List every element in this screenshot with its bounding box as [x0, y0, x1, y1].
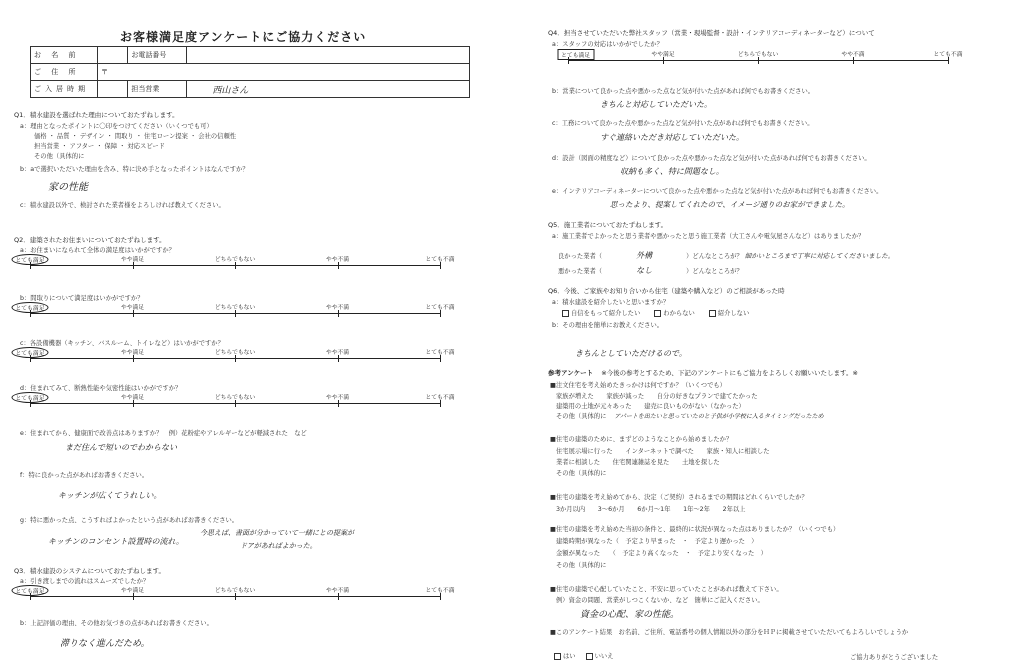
checkbox[interactable]: [654, 310, 661, 317]
scale-option[interactable]: どちらでもない: [214, 395, 256, 401]
q1-title: Q1．積水建設を選ばれた理由についておたずねします。: [14, 111, 179, 119]
ref-thanks: ご協力ありがとうございました: [850, 654, 939, 661]
q1b-answer: 家の性能: [48, 182, 88, 193]
q2a-scale[interactable]: [15, 254, 455, 268]
ref-header: [548, 368, 858, 377]
ref-q1-other-row: [556, 411, 824, 420]
q4a-text: a：スタッフの対応はいかがでしたか？: [552, 41, 663, 48]
q4e-answer: 思ったより、提案してくれたので、イメージ通りのお家ができました。: [610, 200, 850, 209]
q4b-text: b：営業について良かった点や悪かった点など気が付いた点があれば何でもお書きください。: [552, 88, 815, 95]
scale-option[interactable]: やや不満: [325, 305, 350, 311]
ref-q1-opts-2: 建築用の土地が元々あった 建売に良いものがない（なかった）: [556, 403, 745, 410]
q6a-options: [562, 308, 749, 317]
scale-option[interactable]: とても不満: [425, 257, 455, 263]
q2e-answer: まだ住んで短いのでわからない: [65, 443, 177, 452]
ref-q1-opts-3: その他（具体的に: [556, 413, 607, 420]
q2d-text: d：住まれてみて、断熱性能や気密性能はいかがですか？: [20, 385, 182, 392]
q2a-text: a：お住まいになられて全体の満足度はいかがですか？: [20, 247, 175, 254]
checkbox[interactable]: [586, 653, 593, 660]
ref-q4-opt1: 建築時期が異なった（ 予定より早まった ・ 予定より遅かった ）: [556, 538, 758, 545]
q2e-text: e：住まれてから、健康面で改善点はありますか？ 例）花粉症やアレルギーなどが軽減された など: [20, 430, 307, 437]
ref-q3: ■住宅の建築を考え始めてから、決定（ご契約）されるまでの期間はどれくらいでしたか？: [550, 494, 808, 501]
scale-option[interactable]: やや満足: [120, 257, 145, 263]
scale-option[interactable]: やや満足: [120, 395, 145, 401]
q6a-text: a：積水建設を紹介したいと思いますか？: [552, 299, 670, 306]
name-field[interactable]: [98, 47, 128, 64]
q5-good-detail: 細かいところまで丁寧に対応してくださいました。: [744, 252, 895, 260]
name-label: お 名 前: [31, 47, 98, 64]
address-label: ご 住 所: [31, 64, 98, 81]
q1a-options-2: 担当営業 ・ アフター ・ 保障 ・ 対応スピード: [34, 143, 165, 150]
q2f-answer: キッチンが広くてうれしい。: [58, 491, 162, 500]
q2g-answer-2: 今思えば、書面が分かっていて一緒にとの提案が: [200, 529, 354, 537]
scale-option[interactable]: どちらでもない: [214, 588, 256, 594]
q3a-text: a：引き渡しまでの流れはスムーズでしたか？: [20, 578, 150, 585]
ref-q1-opts-1: 家族が増えた 家族が減った 自分の好きなプランで建てたかった: [556, 393, 758, 400]
q5-good-value: 外構: [636, 251, 653, 260]
scale-option[interactable]: やや満足: [120, 305, 145, 311]
scale-option[interactable]: どちらでもない: [737, 52, 779, 58]
q1c-text: c：積水建設以外で、検討された業者様をよろしければ教えてください。: [20, 202, 225, 209]
q2d-scale[interactable]: [15, 392, 455, 406]
scale-option[interactable]: どちらでもない: [214, 257, 256, 263]
q2g-answer-3: ドアがあればよかった。: [240, 542, 317, 550]
scale-option[interactable]: やや不満: [325, 588, 350, 594]
ref-q4-opt2: 金額が異なった （ 予定より高くなった ・ 予定より安くなった ）: [556, 550, 767, 557]
ref-no: いいえ: [594, 653, 614, 660]
q1a-other: その他（具体的に: [34, 153, 85, 160]
q5-bad-label: 悪かった業者（: [558, 268, 603, 275]
q2b-text: b：間取りについて満足度はいかがですか？: [20, 295, 144, 302]
checkbox[interactable]: [562, 310, 569, 317]
phone-label: お電話番号: [128, 47, 187, 64]
scale-option[interactable]: やや満足: [120, 588, 145, 594]
q6-opt3: 紹介しない: [717, 310, 750, 317]
q4c-text: c：工務について良かった点や悪かった点など気が付いた点があれば何でもお書きください。: [552, 120, 814, 127]
q2c-text: c：各設備機器（キッチン、バスルーム、トイレなど）はいかがですか？: [20, 340, 224, 347]
ref-yes: はい: [563, 653, 576, 660]
ref-final-options: [554, 651, 614, 660]
scale-option[interactable]: やや不満: [841, 52, 865, 58]
q3b-answer: 滞りなく進んだため。: [60, 639, 150, 649]
scale-option[interactable]: とても満足: [557, 49, 594, 60]
ref-q1-other: アパートを出たいと思っていたのと子供が小学校に入るタイミングだったため: [614, 413, 824, 420]
scale-option[interactable]: とても不満: [425, 350, 455, 356]
scale-option[interactable]: とても満足: [12, 392, 49, 403]
ref-q3-opts: 3か月以内 3～6か月 6か月～1年 1年～2年 2年以上: [556, 506, 746, 513]
q2b-scale[interactable]: [15, 302, 455, 316]
q5-bad-how: ）どんなところが？: [686, 268, 743, 275]
address-field[interactable]: 〒: [98, 64, 470, 81]
scale-option[interactable]: とても満足: [12, 254, 49, 265]
q2c-scale[interactable]: [15, 347, 455, 361]
scale-option[interactable]: やや満足: [651, 52, 675, 58]
ref-q1: ■注文住宅を考え始めたきっかけは何ですか？（いくつでも）: [550, 382, 726, 389]
q6b-text: b：その理由を簡単にお教えください。: [552, 322, 664, 329]
q4b-answer: きちんと対応していただいた。: [600, 100, 712, 109]
ref-q2-opts-1: 住宅展示場に行った インターネットで調べた 家族・知人に相談した: [556, 448, 770, 455]
scale-option[interactable]: とても満足: [12, 347, 49, 358]
sales-label: 担当営業: [128, 81, 187, 98]
q5a-text: a：施工業者でよかったと思う業者や悪かったと思う施工業者（大工さんや電気屋さんなど）はありましたか？: [552, 233, 865, 240]
page-title: お客様満足度アンケートにご協力ください: [120, 30, 367, 44]
move-in-field[interactable]: [98, 81, 128, 98]
q4a-scale[interactable]: [561, 49, 963, 63]
q6-title: Q6．今後、ご家族やお知り合いから住宅（建築や購入など）のご相談があった時: [548, 287, 785, 295]
scale-option[interactable]: とても満足: [12, 585, 49, 596]
ref-q4: ■住宅の建築を考え始めた当初の条件と、最終的に状況が異なった点はありましたか？（いくつでも）: [550, 526, 840, 533]
scale-option[interactable]: やや満足: [120, 350, 145, 356]
scale-option[interactable]: とても不満: [425, 588, 455, 594]
q1b-text: b：aで選択いただいた理由を含み、特に決め手となったポイントはなんですか？: [20, 166, 249, 173]
q5-good-label: 良かった業者（: [558, 253, 603, 260]
scale-option[interactable]: やや不満: [325, 395, 350, 401]
checkbox[interactable]: [554, 653, 561, 660]
scale-option[interactable]: とても満足: [12, 302, 49, 313]
ref-q5-example: 例）資金の問題、営業がしつこくないか、など 簡単にご記入ください。: [556, 597, 764, 604]
q4e-text: e：インテリアコーディネーターについて良かった点や悪かった点など気が付いた点があれば何でもお書きください。: [552, 188, 883, 195]
checkbox[interactable]: [709, 310, 716, 317]
q3-title: Q3．積水建設のシステムについておたずねします。: [14, 567, 165, 575]
q4c-answer: すぐ連絡いただき対応していただいた。: [600, 133, 744, 142]
q6b-answer: きちんとしていただけるので。: [575, 349, 687, 358]
q4d-answer: 収納も多く、特に問題なし。: [620, 167, 724, 176]
customer-info-table: [30, 46, 470, 98]
q5-title: Q5．施工業者についておたずねします。: [548, 221, 668, 229]
q3b-text: b：上記評価の理由、その他お気づきの点があればお書きください。: [20, 620, 213, 627]
q5-good-row: [558, 250, 894, 261]
q2-title: Q2．建築されたお住まいについておたずねします。: [14, 236, 166, 244]
q1a-text: a：理由となったポイントに〇印をつけてください（いくつでも可）: [20, 123, 213, 130]
ref-q4-opt3: その他（具体的に: [556, 562, 607, 569]
ref-q2-opts-3: その他（具体的に: [556, 470, 607, 477]
move-in-label: ご入居時期: [31, 81, 98, 98]
q5-good-how: ）どんなところが？: [686, 253, 743, 260]
survey-page-right: [520, 0, 1020, 667]
q6-opt1: 自信をもって紹介したい: [571, 310, 641, 317]
q5-bad-value: なし: [636, 266, 653, 275]
ref-q5-answer: 資金の心配、家の性能。: [580, 610, 680, 620]
q6-opt2: わからない: [663, 310, 695, 317]
ref-title: 参考アンケート: [548, 369, 594, 377]
q1a-options-1: 価格 ・ 品質 ・ デザイン ・ 間取り ・ 住宅ローン提案 ・ 会社の信頼性: [34, 133, 237, 140]
q4d-text: d：設計（図面の精度など）について良かった点や悪かった点など気が付いた点があれば何でもお書きください。: [552, 155, 871, 162]
phone-field[interactable]: [187, 47, 470, 64]
q3a-scale[interactable]: [15, 585, 455, 599]
ref-q2-opts-2: 業者に相談した 住宅関連雑誌を見た 土地を探した: [556, 459, 720, 466]
scale-option[interactable]: とても不満: [933, 52, 963, 58]
ref-final: ■このアンケート結果 お名前、ご住所、電話番号の個人情報以外の部分をＨＰに掲載させていただいてもよろしいでしょうか: [550, 629, 909, 636]
scale-option[interactable]: やや不満: [325, 350, 350, 356]
scale-option[interactable]: とても不満: [425, 395, 455, 401]
q2f-text: f：特に良かった点があればお書きください。: [20, 472, 149, 479]
ref-note: ※今後の参考とするため、下記のアンケートにもご協力をよろしくお願いいたします。※: [601, 369, 858, 377]
q4-title: Q4．担当させていただいた弊社スタッフ（営業・現場監督・設計・インテリアコーディネーターなど）について: [548, 29, 875, 37]
q5-bad-row: [558, 265, 743, 276]
ref-q5: ■住宅の建築で心配していたこと、不安に思っていたことがあれば教えて下さい。: [550, 586, 783, 593]
survey-page-left: [0, 0, 505, 667]
scale-option[interactable]: やや不満: [325, 257, 350, 263]
scale-option[interactable]: とても不満: [425, 305, 455, 311]
q2g-text: g：特に悪かった点、こうすればよかったという点があればお書きください。: [20, 517, 239, 524]
scale-option[interactable]: どちらでもない: [214, 350, 256, 356]
scale-option[interactable]: どちらでもない: [214, 305, 256, 311]
q2g-answer: キッチンのコンセント設置時の流れ。: [48, 537, 184, 546]
sales-field[interactable]: 西山さん: [187, 81, 470, 98]
ref-q2: ■住宅の建築のために、まずどのようなことから始めましたか？: [550, 436, 733, 443]
